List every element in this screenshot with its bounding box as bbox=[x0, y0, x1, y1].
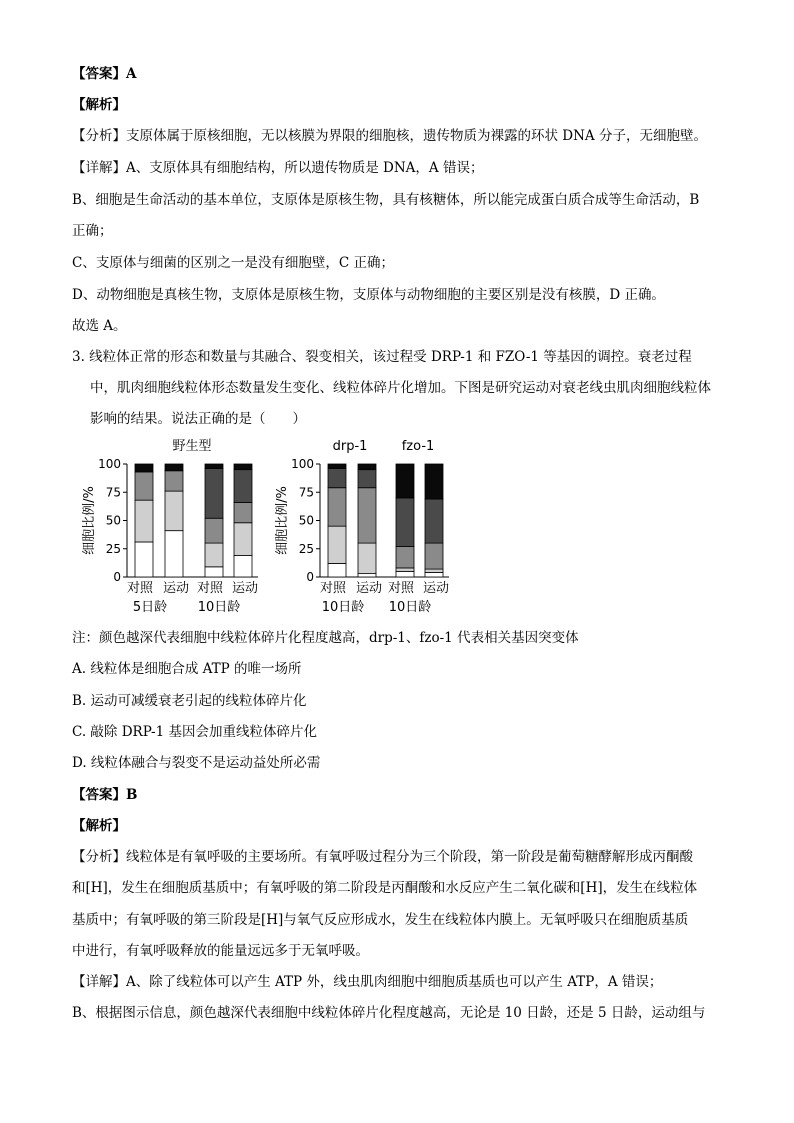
detail-line: 正确； bbox=[72, 223, 113, 239]
bar-segment bbox=[205, 464, 223, 469]
group-label: 10日龄 bbox=[197, 600, 241, 615]
analysis-label: 【解析】 bbox=[72, 818, 126, 834]
bar-segment bbox=[328, 526, 346, 563]
bar-segment bbox=[396, 546, 414, 567]
bar-segment bbox=[205, 567, 223, 577]
bar-segment bbox=[234, 464, 252, 470]
option-b: B. 运动可减缓衰老引起的线粒体碎片化 bbox=[72, 693, 307, 709]
question-stem: 3. 线粒体正常的形态和数量与其融合、裂变相关，该过程受 DRP-1 和 FZO-1 等基因的调控。衰老过程 bbox=[72, 349, 692, 365]
y-tick-label: 0 bbox=[113, 570, 121, 584]
category-label: 运动 bbox=[422, 581, 450, 596]
option-c: C. 敲除 DRP-1 基因会加重线粒体碎片化 bbox=[72, 724, 317, 740]
bar-segment bbox=[234, 470, 252, 503]
option-a: A. 线粒体是细胞合成 ATP 的唯一场所 bbox=[72, 661, 302, 677]
analysis-label: 【解析】 bbox=[72, 97, 126, 113]
bar-segment bbox=[165, 491, 183, 531]
bar-segment bbox=[205, 518, 223, 543]
bar-segment bbox=[135, 542, 153, 577]
y-tick-label: 0 bbox=[306, 570, 314, 584]
detail-line: B、根据图示信息，颜色越深代表细胞中线粒体碎片化程度越高，无论是 10 日龄，还是 5 日龄，运动组与 bbox=[72, 1005, 706, 1021]
y-tick-label: 25 bbox=[298, 541, 314, 556]
question-stem: 影响的结果。说法正确的是（ ） bbox=[90, 411, 306, 427]
y-tick-label: 75 bbox=[298, 485, 314, 500]
group-label: 10日龄 bbox=[388, 600, 432, 615]
category-label: 对照 bbox=[387, 581, 415, 596]
y-tick-label: 25 bbox=[105, 541, 121, 556]
bar-segment bbox=[425, 543, 443, 569]
bar-segment bbox=[425, 464, 443, 499]
bar-segment bbox=[234, 556, 252, 577]
bar-segment bbox=[328, 464, 346, 469]
analysis-paragraph: 【分析】线粒体是有氧呼吸的主要场所。有氧呼吸过程分为三个阶段，第一阶段是葡萄糖酵解形成丙酮酸 bbox=[72, 849, 693, 865]
category-label: 对照 bbox=[196, 581, 224, 596]
y-tick-label: 50 bbox=[105, 513, 121, 528]
analysis-paragraph: 基质中；有氧呼吸的第三阶段是[H]与氧气反应形成水，发生在线粒体内膜上。无氧呼吸只在细胞质基质 bbox=[72, 912, 689, 928]
group-label: 10日龄 bbox=[321, 600, 365, 615]
category-label: 运动 bbox=[231, 581, 259, 596]
bar-segment bbox=[358, 543, 376, 574]
category-label: 对照 bbox=[319, 581, 347, 596]
chart-title: drp-1 bbox=[332, 439, 368, 454]
detail-line: C、支原体与细菌的区别之一是没有细胞壁，C 正确； bbox=[72, 255, 394, 271]
y-axis-label: 细胞比例/% bbox=[82, 486, 97, 555]
answer-label: 【答案】B bbox=[72, 787, 138, 803]
bar-segment bbox=[205, 543, 223, 567]
group-label: 5日龄 bbox=[132, 600, 168, 615]
option-d: D. 线粒体融合与裂变不是运动益处所必需 bbox=[72, 755, 321, 771]
chart-title: 野生型 bbox=[172, 439, 212, 454]
analysis-paragraph: 中进行，有氧呼吸释放的能量远远多于无氧呼吸。 bbox=[72, 943, 369, 959]
mitochondria-fragmentation-figure bbox=[80, 432, 480, 622]
bar-segment bbox=[396, 571, 414, 577]
bar-segment bbox=[165, 471, 183, 491]
bar-segment bbox=[396, 498, 414, 547]
bar-segment bbox=[425, 499, 443, 543]
bar-segment bbox=[135, 472, 153, 500]
bar-segment bbox=[328, 488, 346, 526]
bar-segment bbox=[135, 500, 153, 542]
bar-segment bbox=[328, 469, 346, 488]
figure-note: 注：颜色越深代表细胞中线粒体碎片化程度越高，drp-1、fzo-1 代表相关基因突变体 bbox=[72, 630, 579, 646]
bar-segment bbox=[135, 464, 153, 472]
bar-segment bbox=[358, 488, 376, 543]
bar-segment bbox=[234, 523, 252, 556]
bar-segment bbox=[425, 569, 443, 572]
analysis-paragraph: 和[H]，发生在细胞质基质中；有氧呼吸的第二阶段是丙酮酸和水反应产生二氧化碳和[H]，发生在线粒体 bbox=[72, 880, 698, 896]
category-label: 运动 bbox=[355, 581, 383, 596]
bar-segment bbox=[328, 563, 346, 577]
bar-segment bbox=[205, 469, 223, 519]
bar-segment bbox=[358, 464, 376, 470]
answer-label: 【答案】A bbox=[72, 66, 137, 82]
bar-segment bbox=[396, 568, 414, 571]
bar-segment bbox=[358, 574, 376, 577]
bar-segment bbox=[165, 531, 183, 577]
y-tick-label: 100 bbox=[98, 457, 121, 471]
bar-segment bbox=[425, 572, 443, 577]
bar-segment bbox=[234, 502, 252, 522]
detail-line: 【详解】A、除了线粒体可以产生 ATP 外，线虫肌肉细胞中细胞质基质也可以产生 ATP，A 错误； bbox=[72, 974, 663, 990]
y-tick-label: 100 bbox=[291, 457, 314, 471]
analysis-paragraph: 【分析】支原体属于原核细胞，无以核膜为界限的细胞核，遗传物质为裸露的环状 DNA 分子，无细胞壁。 bbox=[72, 128, 707, 144]
category-label: 运动 bbox=[162, 581, 190, 596]
conclusion-line: 故选 A。 bbox=[72, 318, 127, 334]
detail-line: 【详解】A、支原体具有细胞结构，所以遗传物质是 DNA，A 错误； bbox=[72, 160, 484, 176]
y-tick-label: 50 bbox=[298, 513, 314, 528]
bar-segment bbox=[396, 464, 414, 498]
chart-title: fzo-1 bbox=[401, 439, 435, 454]
y-axis-label: 细胞比例/% bbox=[275, 486, 290, 555]
y-tick-label: 75 bbox=[105, 485, 121, 500]
bar-segment bbox=[165, 464, 183, 471]
question-stem: 中，肌肉细胞线粒体形态数量发生变化、线粒体碎片化增加。下图是研究运动对衰老线虫肌肉细胞线粒体 bbox=[90, 380, 711, 396]
bar-segment bbox=[358, 470, 376, 488]
category-label: 对照 bbox=[126, 581, 154, 596]
detail-line: B、细胞是生命活动的基本单位，支原体是原核生物，具有核糖体，所以能完成蛋白质合成等生命活动，B bbox=[72, 192, 700, 208]
detail-line: D、动物细胞是真核生物，支原体是原核生物，支原体与动物细胞的主要区别是没有核膜，D 正确。 bbox=[72, 287, 665, 303]
